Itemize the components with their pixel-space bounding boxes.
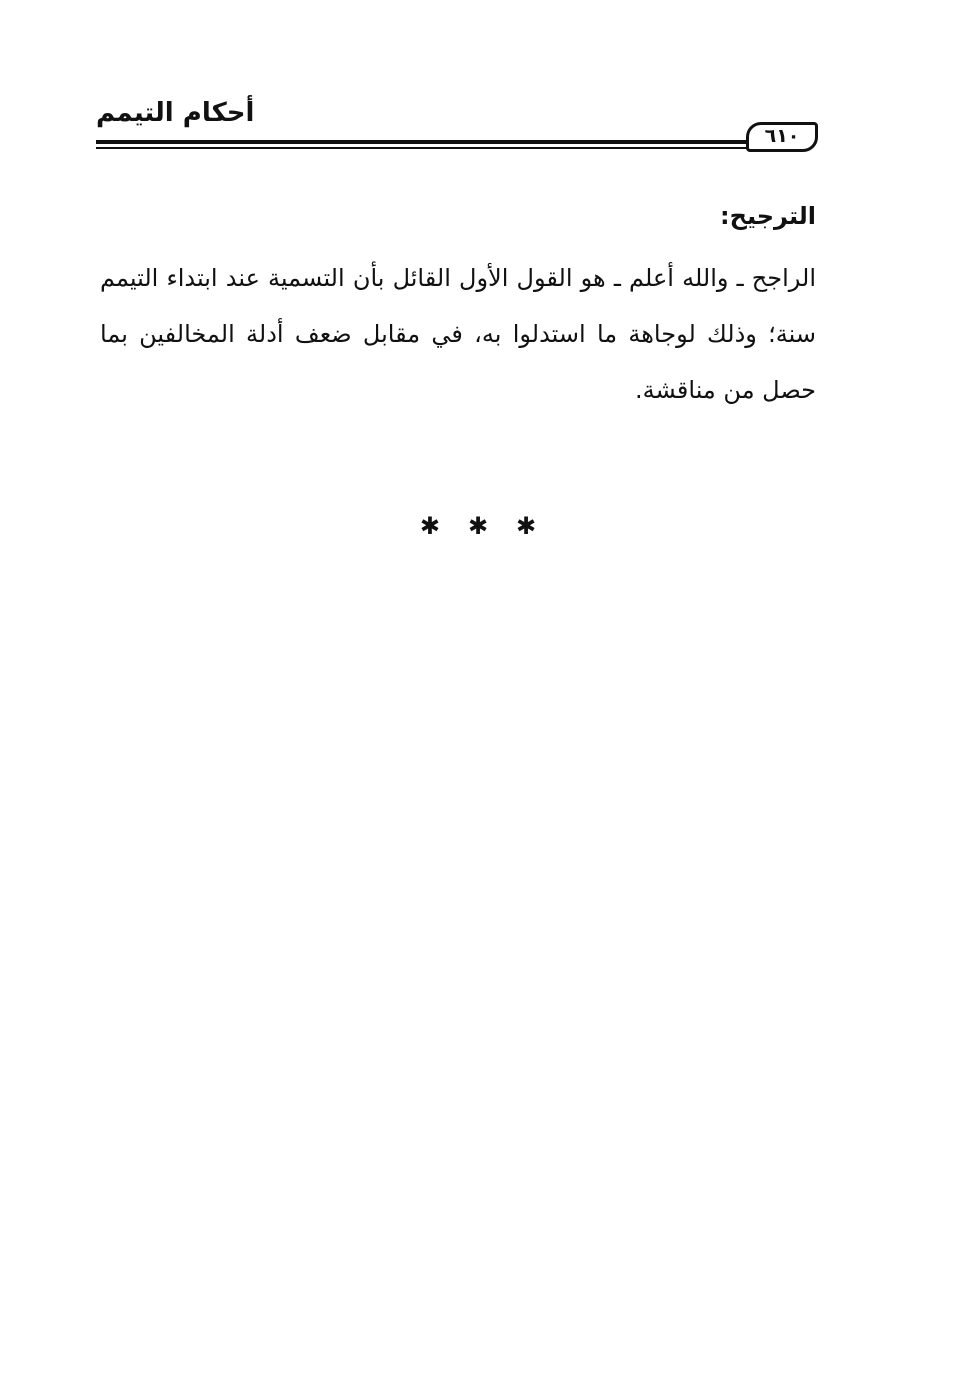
main-content bbox=[100, 196, 816, 418]
section-separator: ✱✱✱ bbox=[419, 512, 565, 540]
body-paragraph: الراجح ـ والله أعلم ـ هو القول الأول القائل بأن التسمية عند ابتداء التيمم سنة؛ وذلك لوجاهة ما استدلوا به، في مقابل ضعف أدلة المخالفين بما حصل من مناقشة. bbox=[100, 264, 816, 404]
header-rule-thin bbox=[96, 147, 748, 149]
header-rule-thick bbox=[96, 140, 748, 144]
running-title: أحكام التيمم bbox=[96, 98, 255, 128]
page-number: ٦١٠ bbox=[746, 122, 818, 152]
page-header bbox=[96, 96, 818, 158]
section-heading: الترجيح: bbox=[720, 202, 816, 230]
